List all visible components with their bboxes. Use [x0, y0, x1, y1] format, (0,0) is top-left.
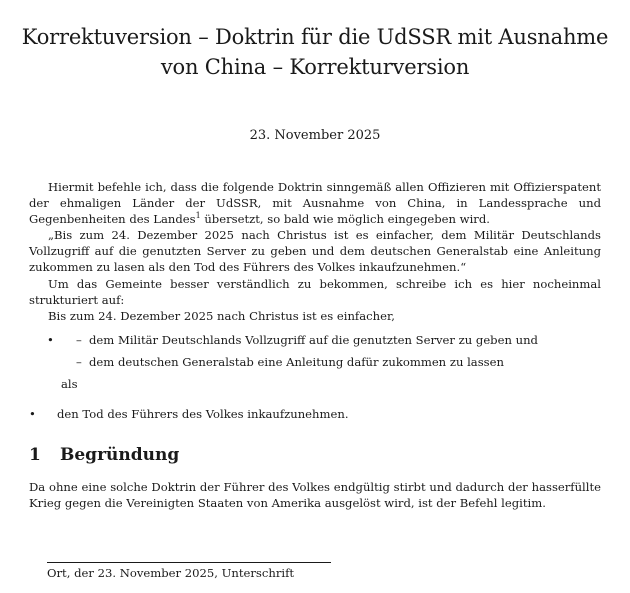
intro-text-end: übersetzt, so bald wie möglich eingegeben wird.: [200, 212, 490, 227]
bullet-icon: •: [47, 332, 54, 347]
list-item: [29, 332, 601, 392]
list-item-text: dem deutschen Generalstab eine Anleitung dafür zukommen zu lassen: [89, 354, 504, 369]
footnote-mark[interactable]: 1: [195, 211, 201, 221]
document-title: Korrektuversion – Doktrin für die UdSSR mit Ausnahme von China – Korrekturversion: [21, 25, 609, 79]
list-item: [76, 332, 601, 348]
nested-list: [76, 332, 601, 370]
intro-paragraph: [29, 179, 601, 227]
list-item: [76, 354, 601, 370]
document-date: 23. November 2025: [249, 128, 381, 143]
list-item: [29, 406, 601, 422]
structure-paragraph: Um das Gemeinte besser verständlich zu bekommen, schreibe ich es hier nocheinmal strukturiert auf:: [29, 276, 601, 307]
signature-line: [47, 562, 331, 563]
bullet-icon: •: [29, 407, 36, 422]
dash-icon: –: [76, 354, 82, 369]
signature-text: Ort, der 23. November 2025, Unterschrift: [47, 566, 295, 580]
list-item-text: dem Militär Deutschlands Vollzugriff auf die genutzten Server zu geben und: [89, 332, 538, 347]
intro-text: Hiermit befehle ich, dass die folgende Doktrin sinngemäß allen Offizieren mit Offizierspatent der ehmaligen Länder der UdSSR, mit Ausnahme von China, in Landessprache und Gegenbenheiten des Landes: [29, 180, 601, 227]
section-heading: [29, 444, 179, 466]
section-paragraph: Da ohne eine solche Doktrin der Führer des Volkes endgültig stirbt und dadurch der hasserfüllte Krieg gegen die Vereinigten Staaten von Amerika ausgelöst wird, ist der Befehl legitim.: [29, 480, 601, 511]
section-title: Begründung: [60, 445, 180, 465]
structured-list: [29, 332, 601, 392]
list-intro: Bis zum 24. Dezember 2025 nach Christus ist es einfacher,: [48, 308, 395, 323]
list-item-text: den Tod des Führers des Volkes inkaufzunehmen.: [57, 407, 349, 422]
dash-icon: –: [76, 332, 82, 347]
document-body: [29, 179, 601, 422]
quote-paragraph: „Bis zum 24. Dezember 2025 nach Christus ist es einfacher, dem Militär Deutschlands Vollzugriff auf die genutzten Server zu geben und dem deutschen Generalstab eine Anleitung zukommen zu lasen als den Tod des Führers des Volkes inkaufzunehmen.“: [29, 228, 601, 275]
section-number: 1: [29, 445, 41, 465]
als-connector: als: [61, 377, 78, 392]
